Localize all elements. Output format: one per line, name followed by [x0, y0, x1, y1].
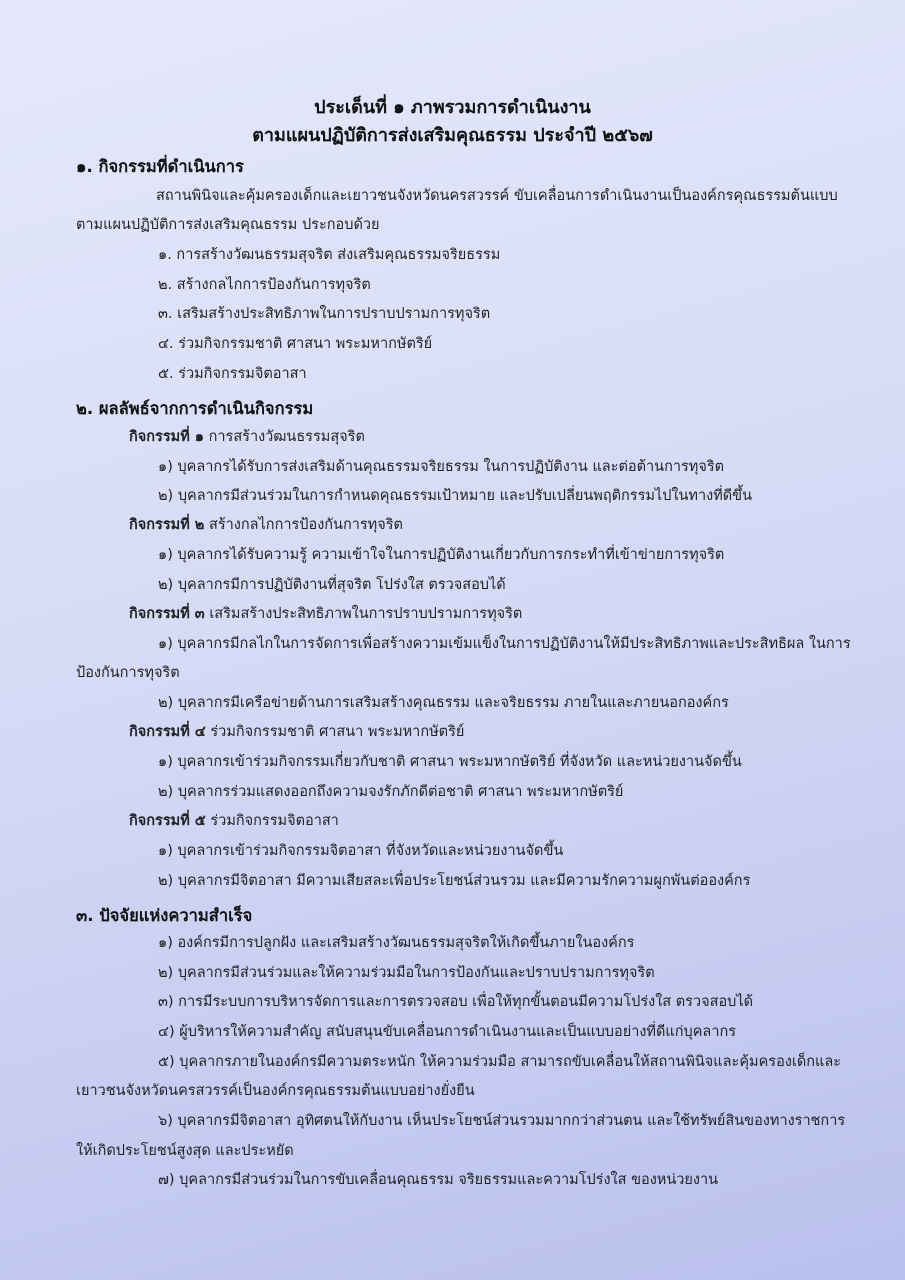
activity-1-title: [129, 427, 365, 447]
activity-3-title: [129, 604, 522, 624]
section-1-item: ๓. เสริมสร้างประสิทธิภาพในการปราบปรามการทุจริต: [158, 306, 491, 322]
activity-label: กิจกรรมที่ ๓: [129, 606, 205, 622]
success-factor: ๔) ผู้บริหารให้ความสำคัญ สนับสนุนขับเคลื่อนการดำเนินงานและเป็นแบบอย่างที่ดีแก่บุคลากร: [158, 1024, 737, 1040]
activity-label: กิจกรรมที่ ๒: [129, 517, 205, 533]
section-1-item: ๕. ร่วมกิจกรรมจิตอาสา: [158, 366, 307, 382]
section-1-item: ๒. สร้างกลไกการป้องกันการทุจริต: [158, 277, 371, 293]
success-factor-continuation: ให้เกิดประโยชน์สูงสุด และประหยัด: [76, 1143, 294, 1159]
success-factor: ๑) องค์กรมีการปลูกฝัง และเสริมสร้างวัฒนธรรมสุจริตให้เกิดขึ้นภายในองค์กร: [158, 935, 635, 951]
document-title-line-2: ตามแผนปฏิบัติการส่งเสริมคุณธรรม ประจำปี ๒๕๖๗: [252, 125, 653, 146]
success-factor: ๒) บุคลากรมีส่วนร่วมและให้ความร่วมมือในการป้องกันและปราบปรามการทุจริต: [158, 965, 655, 981]
activity-2-title: [129, 515, 403, 535]
section-2-heading: ๒. ผลลัพธ์จากการดำเนินกิจกรรม: [76, 399, 314, 418]
activity-result: ๒) บุคลากรมีการปฏิบัติงานที่สุจริต โปร่งใส ตรวจสอบได้: [158, 577, 506, 593]
section-1-item: ๔. ร่วมกิจกรรมชาติ ศาสนา พระมหากษัตริย์: [158, 336, 433, 352]
activity-result: ๑) บุคลากรได้รับการส่งเสริมด้านคุณธรรมจริยธรรม ในการปฏิบัติงาน และต่อต้านการทุจริต: [158, 459, 725, 475]
activity-result: ๑) บุคลากรมีกลไกในการจัดการเพื่อสร้างความเข้มแข็งในการปฏิบัติงานให้มีประสิทธิภาพและประสิทธิผล ในการ: [158, 636, 851, 652]
activity-name: การสร้างวัฒนธรรมสุจริต: [208, 429, 365, 445]
section-1-heading: ๑. กิจกรรมที่ดำเนินการ: [76, 157, 244, 176]
success-factor-continuation: เยาวชนจังหวัดนครสวรรค์เป็นองค์กรคุณธรรมต้นแบบอย่างยั่งยืน: [76, 1083, 475, 1099]
activity-result: ๑) บุคลากรได้รับความรู้ ความเข้าใจในการปฏิบัติงานเกี่ยวกับการกระทำที่เข้าข่ายการทุจริต: [158, 547, 725, 563]
activity-name: ร่วมกิจกรรมชาติ ศาสนา พระมหากษัตริย์: [210, 724, 465, 740]
activity-4-title: [129, 722, 464, 742]
activity-name: ร่วมกิจกรรมจิตอาสา: [210, 813, 339, 829]
success-factor: ๕) บุคลากรภายในองค์กรมีความตระหนัก ให้ความร่วมมือ สามารถขับเคลื่อนให้สถานพินิจและคุ้มครองเด็กและ: [158, 1054, 842, 1070]
activity-result: ๒) บุคลากรร่วมแสดงออกถึงความจงรักภักดีต่อชาติ ศาสนา พระมหากษัตริย์: [158, 784, 624, 800]
section-3-heading: ๓. ปัจจัยแห่งความสำเร็จ: [76, 906, 253, 925]
success-factor: ๗) บุคลากรมีส่วนร่วมในการขับเคลื่อนคุณธรรม จริยธรรมและความโปร่งใส ของหน่วยงาน: [158, 1172, 719, 1188]
activity-result: ๑) บุคลากรเข้าร่วมกิจกรรมเกี่ยวกับชาติ ศาสนา พระมหากษัตริย์ ที่จังหวัด และหน่วยงานจัดขึ้น: [158, 754, 742, 770]
activity-result: ๒) บุคลากรมีจิตอาสา มีความเสียสละเพื่อประโยชน์ส่วนรวม และมีความรักความผูกพันต่อองค์กร: [158, 873, 751, 889]
activity-5-title: [129, 811, 339, 831]
activity-result-continuation: ป้องกันการทุจริต: [76, 665, 180, 681]
activity-name: เสริมสร้างประสิทธิภาพในการปราบปรามการทุจริต: [209, 606, 523, 622]
activity-label: กิจกรรมที่ ๕: [129, 813, 206, 829]
activity-name: สร้างกลไกการป้องกันการทุจริต: [208, 517, 403, 533]
section-1-item: ๑. การสร้างวัฒนธรรมสุจริต ส่งเสริมคุณธรรมจริยธรรม: [158, 247, 501, 263]
document-title-line-1: ประเด็นที่ ๑ ภาพรวมการดำเนินงาน: [314, 97, 591, 118]
success-factor: ๓) การมีระบบการบริหารจัดการและการตรวจสอบ เพื่อให้ทุกขั้นตอนมีความโปร่งใส ตรวจสอบได้: [158, 994, 754, 1010]
section-1-intro-line-1: สถานพินิจและคุ้มครองเด็กและเยาวชนจังหวัดนครสวรรค์ ขับเคลื่อนการดำเนินงานเป็นองค์กรคุณธรรมต้นแบบ: [156, 188, 838, 204]
activity-label: กิจกรรมที่ ๔: [129, 724, 206, 740]
activity-result: ๒) บุคลากรมีส่วนร่วมในการกำหนดคุณธรรมเป้าหมาย และปรับเปลี่ยนพฤติกรรมไปในทางที่ดีขึ้น: [158, 488, 752, 504]
activity-result: ๒) บุคลากรมีเครือข่ายด้านการเสริมสร้างคุณธรรม และจริยธรรม ภายในและภายนอกองค์กร: [158, 695, 729, 711]
success-factor: ๖) บุคลากรมีจิตอาสา อุทิศตนให้กับงาน เห็นประโยชน์ส่วนรวมมากกว่าส่วนตน และใช้ทรัพย์สินของทางราชการ: [158, 1113, 846, 1129]
activity-result: ๑) บุคลากรเข้าร่วมกิจกรรมจิตอาสา ที่จังหวัดและหน่วยงานจัดขึ้น: [158, 843, 564, 859]
activity-label: กิจกรรมที่ ๑: [129, 429, 204, 445]
section-1-intro-line-2: ตามแผนปฏิบัติการส่งเสริมคุณธรรม ประกอบด้วย: [76, 217, 380, 233]
